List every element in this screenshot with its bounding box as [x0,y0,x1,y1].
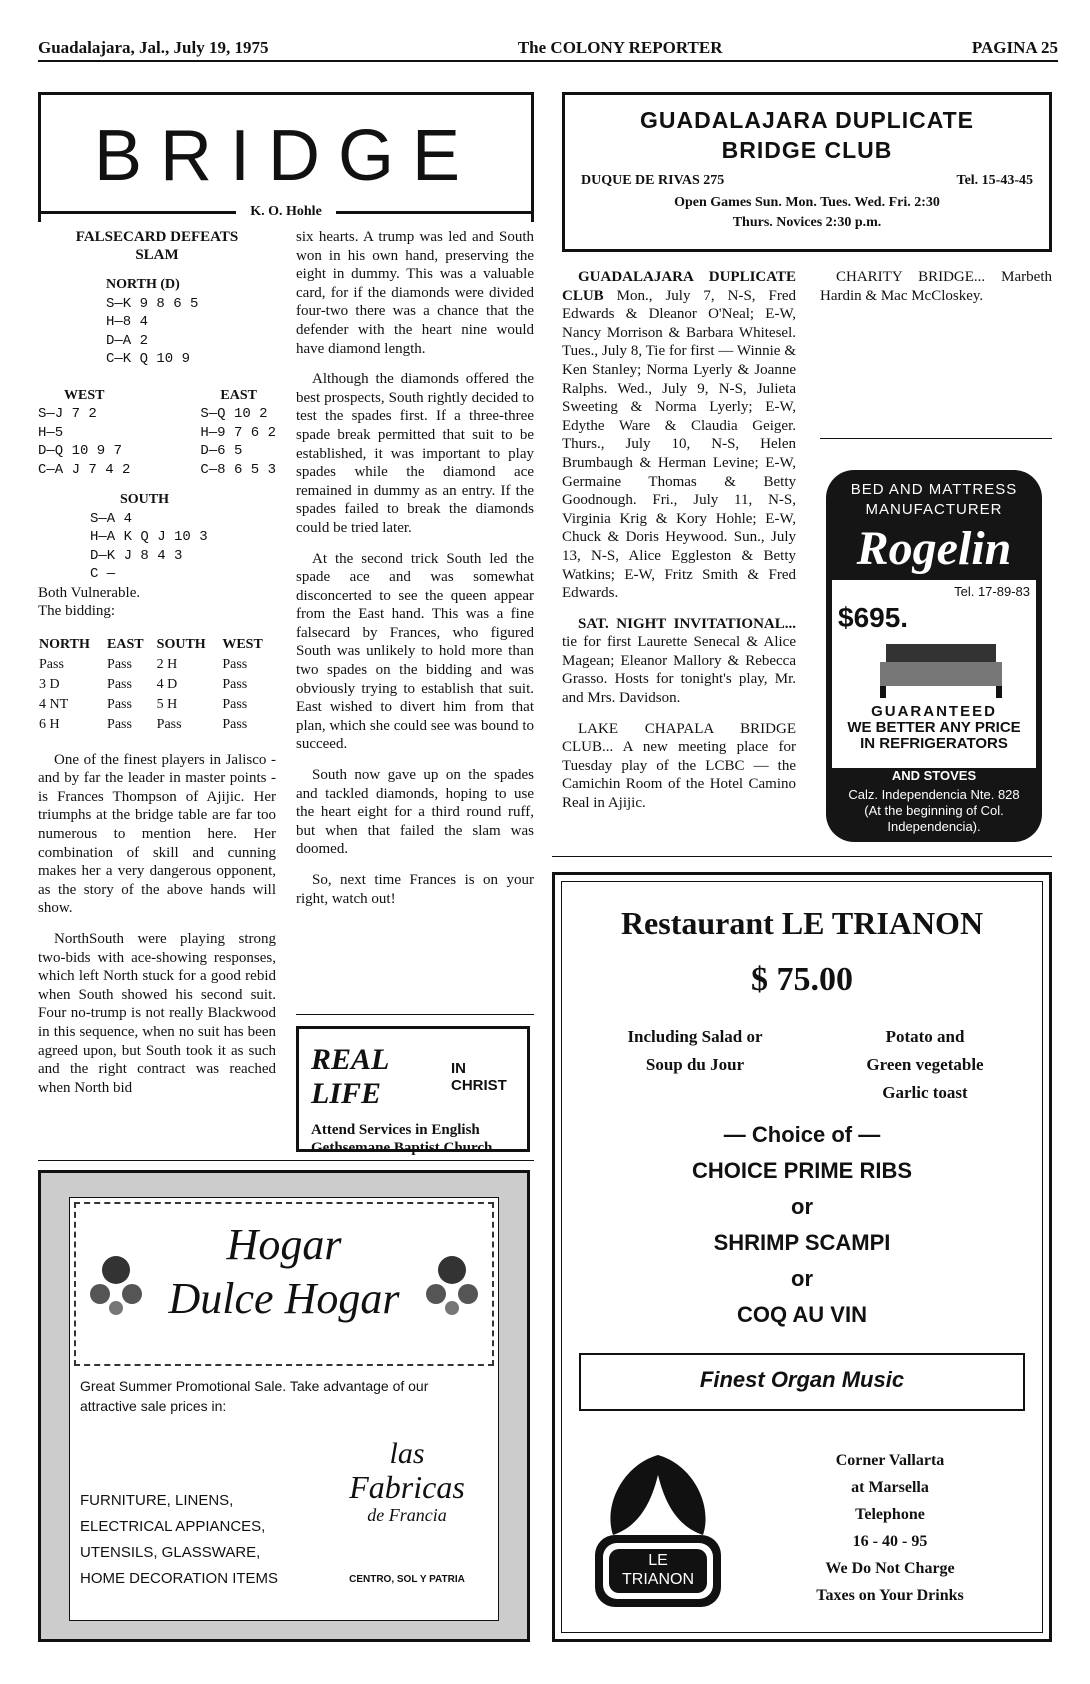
masthead [38,38,1058,62]
rogelin-refrigerators: IN REFRIGERATORS [860,735,1008,752]
news-charity-bridge: CHARITY BRIDGE... Marbeth Hardin & Mac McCloskey. [820,269,1052,304]
west-hand: WEST S—J 7 2 H—5 D—Q 10 9 7 C—A J 7 4 2 [38,387,131,478]
trianon-logo-le: LE [648,1552,668,1569]
rogelin-address-1: Calz. Independencia Nte. 828 [848,787,1020,802]
real-life-logo: REAL LIFE [311,1043,389,1110]
club-phone: Tel. 15-43-45 [956,173,1033,188]
byline-author: K. O. Hohle [250,204,322,219]
rogelin-ad [826,470,1042,842]
masthead-page: PAGINA 25 [971,38,1058,57]
trianon-or-1: or [791,1194,813,1219]
bridge-paragraph-2: NorthSouth were playing strong two-bids with ace-showing responses, which left North stuck for a good rebid when South showed his second suit. Four no-trump is not really Blackwood in this sequence, when no suit has been agreed upon, but South took it as such and the right contract was reached when North bid [38,931,276,1096]
trianon-address-1: Corner Vallarta [835,1452,945,1469]
bridge-column-2 [296,228,534,920]
trianon-choice: — Choice of — [723,1122,881,1147]
club-address: DUQUE DE RIVAS 275 [581,173,725,188]
trianon-or-2: or [791,1266,813,1291]
trianon-right-2: Green vegetable [866,1055,984,1074]
trianon-price: $ 75.00 [751,961,853,998]
trianon-right-1: Potato and [885,1027,965,1046]
real-life-line-2: Gethsemane Baptist Church [311,1140,493,1156]
real-life-ad [296,1026,530,1156]
le-trianon-ad [552,872,1052,1642]
trianon-logo [583,1445,733,1615]
masthead-dateline: Guadalajara, Jal., July 19, 1975 [38,38,269,57]
bidding-label: The bidding: [38,603,116,620]
bed-illustration [876,636,1006,700]
club-open-games: Open Games Sun. Mon. Tues. Wed. Fri. 2:30 [674,195,940,210]
rogelin-better-price: WE BETTER ANY PRICE [847,719,1021,736]
rogelin-headline: BED AND MATTRESS MANUFACTURER [850,481,1018,518]
bridge-column-1 [38,228,276,1109]
club-novices: Thurs. Novices 2:30 p.m. [732,215,882,230]
bridge-paragraph-7: So, next time Frances is on your right, watch out! [296,872,534,907]
hogar-items: FURNITURE, LINENS, ELECTRICAL APPIANCES, UTENSILS, GLASSWARE, HOME DECORATION ITEMS [80,1492,279,1587]
hogar-promo: Great Summer Promotional Sale. Take advantage of our attractive sale prices in: [80,1378,429,1414]
hogar-title-2: Dulce Hogar [168,1274,400,1323]
trianon-name: Restaurant LE TRIANON [620,905,984,941]
masthead-paper-name: The COLONY REPORTER [517,38,723,57]
rogelin-brand: Rogelin [856,522,1012,575]
bridge-title: BRIDGE [93,116,479,196]
north-hand: NORTH (D) S—K 9 8 6 5 H—8 4 D—A 2 C—K Q 10 9 [106,277,199,367]
bridge-headline: FALSECARD DEFEATS SLAM [75,229,239,263]
trianon-right-3: Garlic toast [882,1083,968,1102]
real-life-line-1: Attend Services in English [311,1122,480,1138]
hogar-title-1: Hogar [226,1220,342,1269]
hogar-dulce-hogar-ad [38,1170,530,1642]
flower-ornament-right-icon [422,1248,482,1318]
news-lake-chapala: LAKE CHAPALA BRIDGE CLUB... A new meeting place for Tuesday play of the LCBC — the Camichin Room of the Hotel Camino Real in Ajijic. [562,720,796,812]
club-name-line-2: BRIDGE CLUB [721,137,893,163]
news-saturday-invitational: SAT. NIGHT INVITATIONAL... tie for first Laurette Senecal & Alice Magean; Eleanor Mallory & Rebecca Grasso. Hosts for tonight's play, Mr. and Mrs. Davidson. [562,615,796,707]
trianon-option-3: COQ AU VIN [737,1302,867,1327]
bridge-paragraph-3: six hearts. A trump was led and South won in his own hand, preserving the eight in dummy. This was a valuable card, for if the diamonds were divided four-two there was a chance that the defender with the heart nine would have diamond length. [296,229,534,357]
trianon-taxes: Taxes on Your Drinks [816,1587,964,1604]
trianon-telephone: 16 - 40 - 95 [852,1533,928,1550]
bidding-table: NORTH EAST SOUTH WEST Pass Pass 2 H Pass 3 D Pass 4 D Pass 4 NT Pass 5 H Pass 6 H Pass Pass Pass [39,636,263,732]
trianon-option-2: SHRIMP SCAMPI [713,1230,891,1255]
trianon-organ-music: Finest Organ Music [579,1353,1025,1411]
rogelin-price: $695. [838,602,909,633]
east-hand: EAST S—Q 10 2 H—9 7 6 2 D—6 5 C—8 6 5 3 [200,387,276,478]
bridge-byline [38,200,534,224]
rogelin-stoves: AND STOVES [891,768,977,783]
trianon-left-2: Soup du Jour [645,1055,745,1074]
vulnerability: Both Vulnerable. [38,584,141,601]
news-duplicate-results: GUADALAJARA DUPLICATE CLUB Mon., July 7, N-S, Fred Edwards & Dleanor O'Neal; E-W, Nancy Morrison & Barbara Whitesel. Tues., July 8, Tie for first — Winnie & Ken Stanley; Norma Lyerly & Joanne Ralphs. Wed., July 9, N-S, Julieta Sweeting & Norma Lyerly; E-W, Edythe Ware & Claudia Geiger. Thurs., July 10, N-S, Helen Brumbaugh & Herman Levine; E-W, Germaine Thomas & Betty Goodnough. Fri., July 11, N-S, Virginia Krig & Kory Hohle; E-W, Chuck & Doris Heywood. Sun., July 13, N-S, Alice Eggleston & Betty Watkins; E-W, Fritz Smith & Fred Edwards. [562,269,797,602]
news-column-2 [820,268,1052,317]
duplicate-club-box [562,92,1052,252]
west-east-hands [38,387,276,480]
trianon-option-1: CHOICE PRIME RIBS [691,1158,913,1183]
south-hand: SOUTH S—A 4 H—A K Q J 10 3 D—K J 8 4 3 C — [90,492,208,582]
bridge-paragraph-4: Although the diamonds offered the best prospects, South rightly decided to test the spades first. If a three-three spade break permitted that suit to be established, it was important to play spades while the diamond ace remained in dummy as an entry. If the spades failed to break the diamonds could be tried later. [296,371,534,536]
fabricas-location: CENTRO, SOL Y PATRIA [349,1574,465,1585]
trianon-peacock-icon [583,1445,733,1615]
trianon-telephone-label: Telephone [855,1506,925,1523]
trianon-left-1: Including Salad or [627,1027,763,1046]
bridge-paragraph-5: At the second trick South led the spade ace and was somewhat disconcerted to see the queen appear from the East hand. This was a fine falsecard by Frances, who figured South was unlikely to hold more than two spades on the bidding and was obviously trying to establish that suit. East wished to divert him from that plan, which she could see was bound to succeed. [296,550,534,753]
bridge-paragraph-6: South now gave up on the spades and tackled diamonds, hoping to use the heart eight for a third round ruff, but when that failed the slam was doomed. [296,767,534,858]
rogelin-address-2: (At the beginning of Col. [864,803,1004,818]
trianon-no-charge: We Do Not Charge [825,1560,955,1577]
club-name-line-1: GUADALAJARA DUPLICATE [639,107,975,133]
trianon-address-2: at Marsella [851,1479,929,1496]
rogelin-guaranteed: GUARANTEED [871,703,997,720]
bridge-paragraph-1: One of the finest players in Jalisco - and by far the leader in master points - is Frances Thompson of Ajijic. Her triumphs at the bridge table are far too numerous to mention here. Her combination of skill and cunning makes her a very dangerous opponent, as the story of the above hands will show. [38,751,276,917]
flower-ornament-left-icon [86,1248,146,1318]
news-column-1 [562,268,796,813]
rogelin-phone: Tel. 17-89-83 [954,584,1030,599]
real-life-tag: IN CHRIST [451,1060,507,1094]
rogelin-address-3: Independencia). [887,819,981,834]
fabricas-logo: las Fabricas de Francia [349,1437,465,1525]
trianon-logo-name: TRIANON [622,1571,694,1588]
